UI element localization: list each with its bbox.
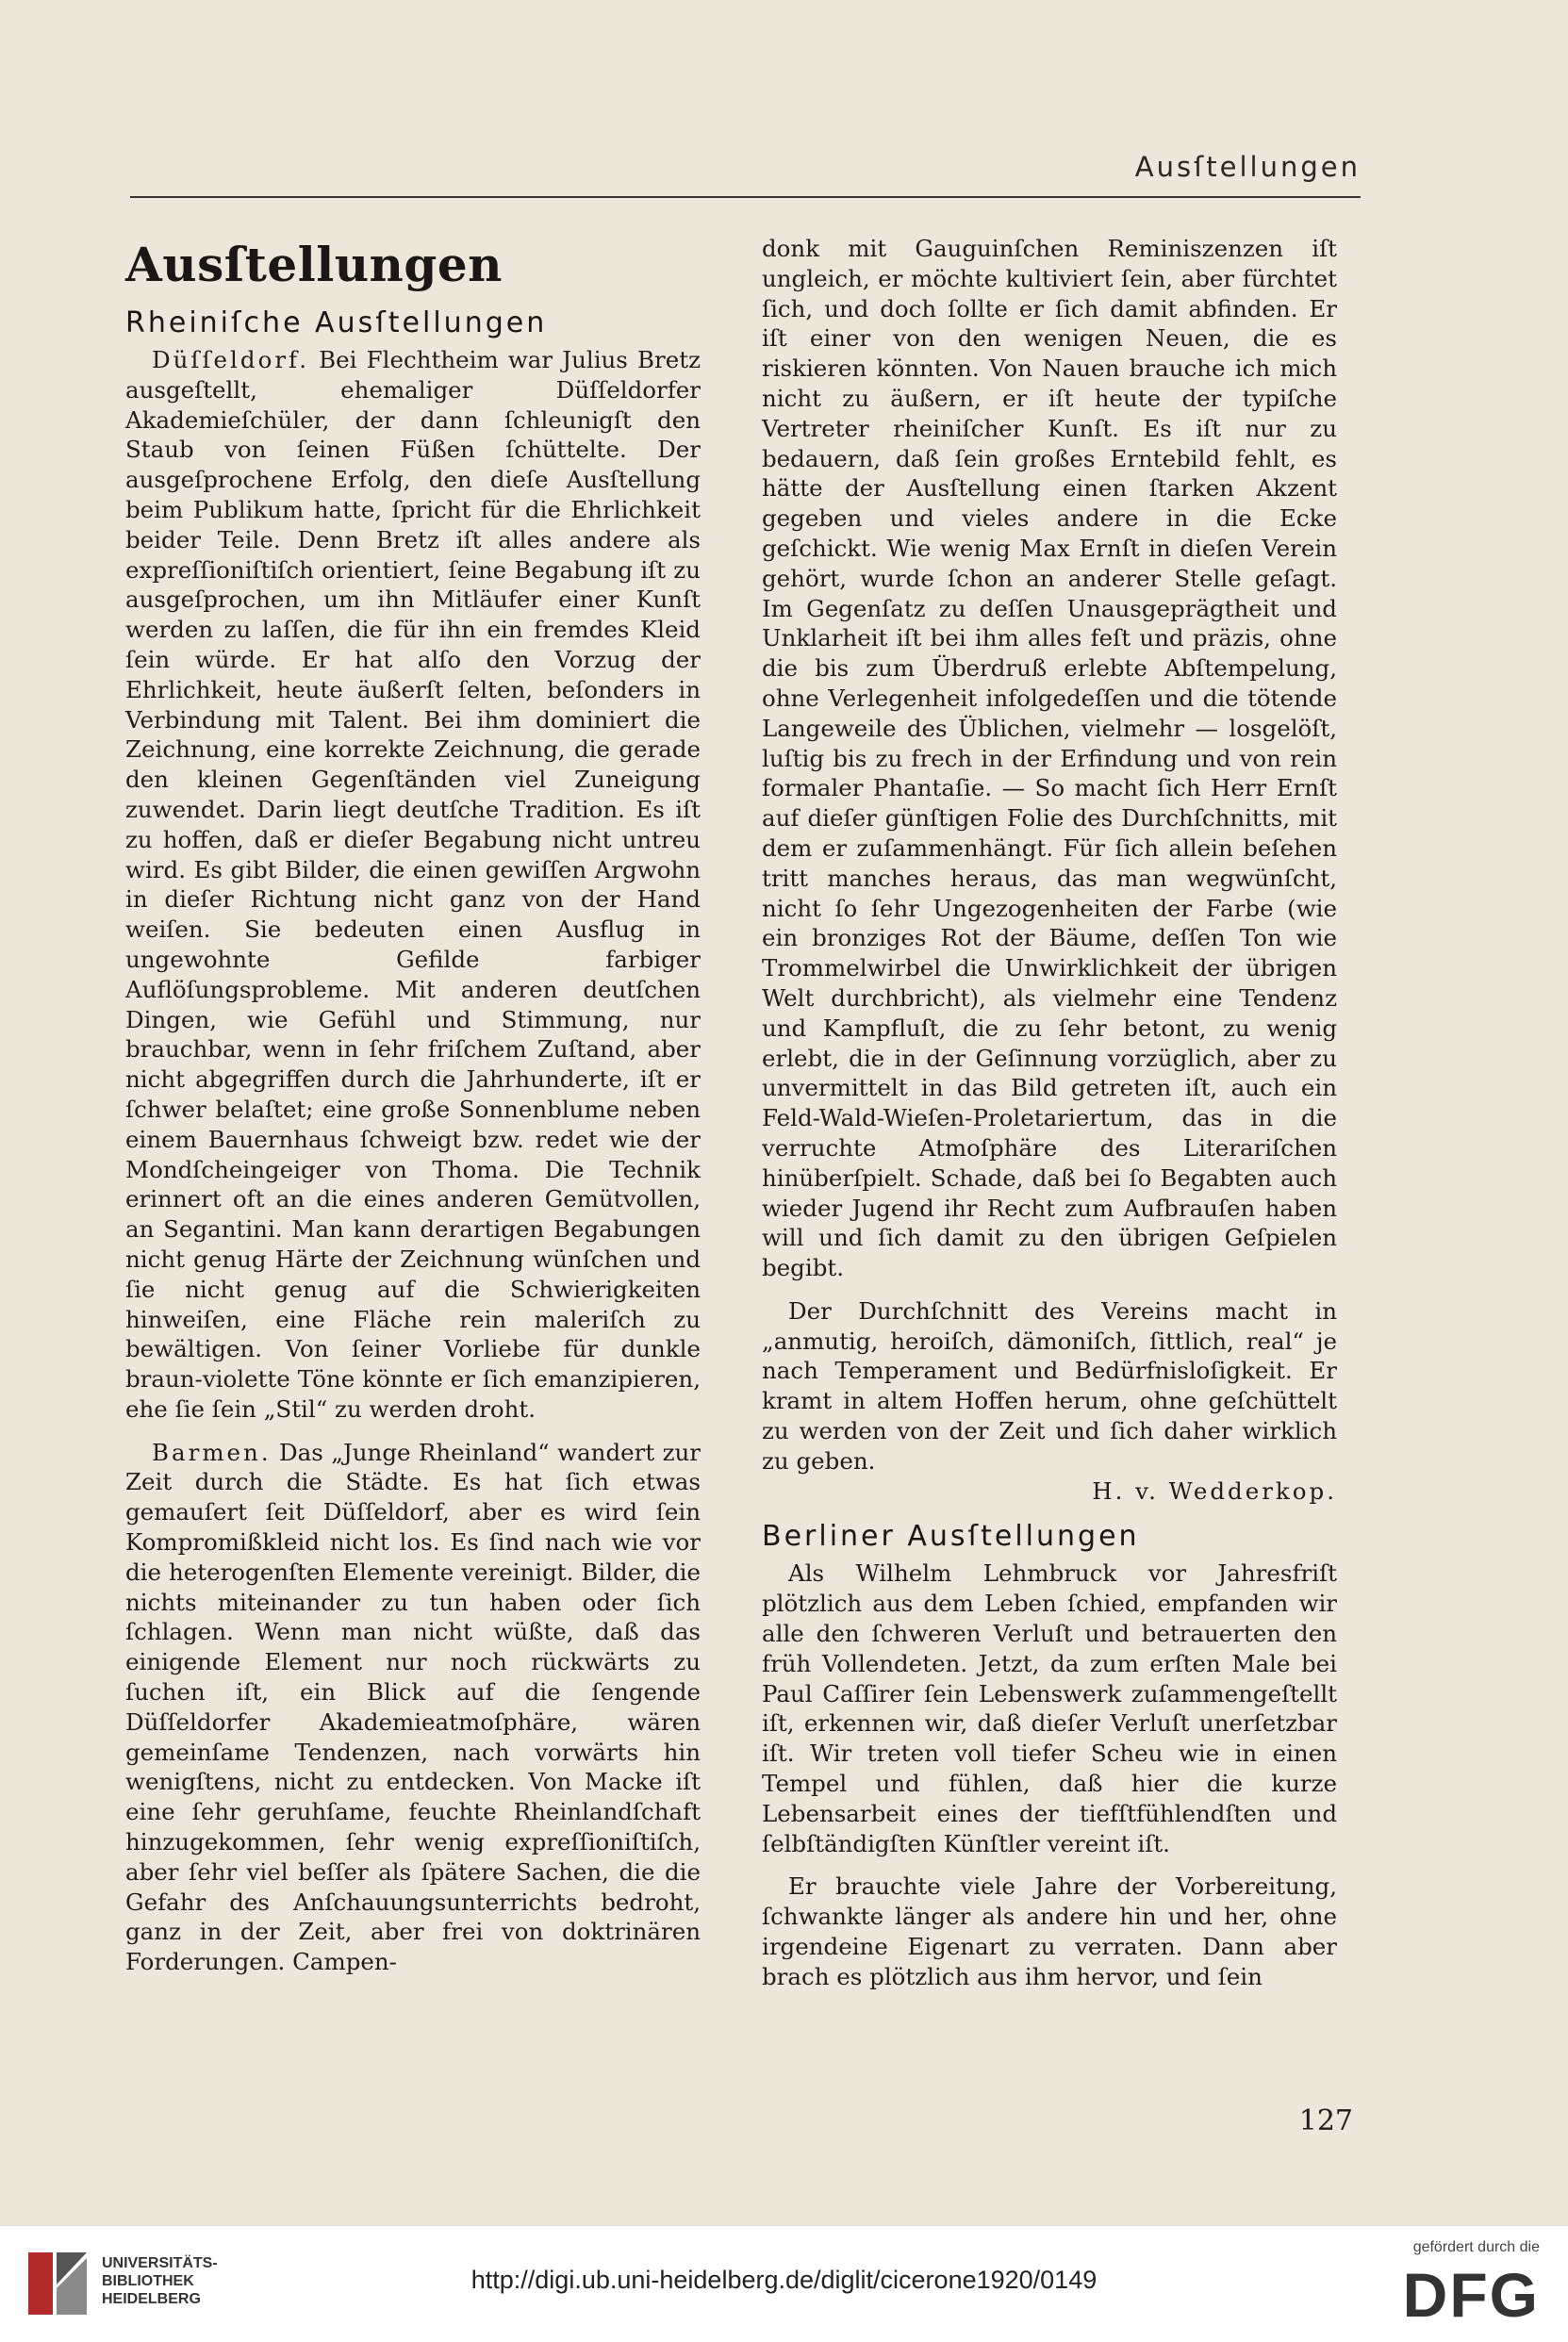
- paragraph-vorbereitung: Er brauchte viele Jahre der Vorbereitung, ſchwankte länger als andere hin und her, ohne irgendeine Eigenart zu verraten. Dann aber brach es plötzlich aus ihm hervor, und ſein: [762, 1872, 1337, 1990]
- paragraph-continued: donk mit Gauguinſchen Reminiszenzen iſt ungleich, er möchte kultiviert ſein, aber fürchtet ſich, und doch ſollte er ſich damit abfinden. Er iſt einer von den wenigen Neuen, die es riskieren könnten. Von Nauen brauche ich mich nicht zu äußern, er iſt heute der typiſche Vertreter rheiniſcher Kunſt. Es iſt nur zu bedauern, daß ſein großes Erntebild fehlt, es hätte der Ausſtellung einen ſtarken Akzent gegeben und vieles andere in die Ecke geſchickt. Wie wenig Max Ernſt in dieſen Verein gehört, wurde ſchon an anderer Stelle geſagt. Im Gegenſatz zu deſſen Unausgeprägtheit und Unklarheit iſt bei ihm alles feſt und präzis, ohne die bis zum Überdruß erlebte Abſtempelung, ohne Verlegenheit infolgedeſſen und die tötende Langeweile des Üblichen, vielmehr — losgelöſt, luſtig bis zu frech in der Erfindung und von rein formaler Phantaſie. — So macht ſich Herr Ernſt auf dieſer günſtigen Folie des Durchſchnitts, mit dem er zuſammenhängt. Für ſich allein beſehen tritt manches heraus, das man wegwünſcht, nicht ſo ſehr Ungezogenheiten der Farbe (wie ein bronziges Rot der Bäume, deſſen Ton wie Trommelwirbel die Unwirklichkeit der übrigen Welt durchbricht), als vielmehr eine Tendenz und Kampfluſt, die zu ſehr betont, zu wenig erlebt, die in der Geſinnung vorzüglich, aber zu unvermittelt in das Bild getreten iſt, auch ein Feld-Wald-Wieſen-Proletariertum, das in die verruchte Atmoſphäre des Literariſchen hinüberſpielt. Schade, daß bei ſo Begabten auch wieder Jugend ihr Recht zum Aufbrauſen haben will und ſich damit zu den übrigen Geſpielen begibt.: [762, 235, 1337, 1282]
- paragraph-text: Der Durchſchnitt des Vereins macht in „anmutig, heroiſch, dämoniſch, ſittlich, real“ je nach Temperament und Bedürfnisloſigkeit. Er kramt in altem Hoffen herum, ohne geſchüttelt zu werden von der Zeit und ſich daher wirklich zu geben.: [762, 1296, 1337, 1475]
- page-number: 127: [1298, 2104, 1353, 2137]
- place-duesseldorf: Düſſeldorf.: [152, 346, 310, 373]
- paragraph-durchschnitt: [762, 1296, 1337, 1507]
- library-name-line: HEIDELBERG: [102, 2291, 201, 2307]
- dfg-logo: DFG: [1402, 2260, 1540, 2330]
- article-title: Ausſtellungen: [125, 237, 503, 292]
- paragraph-text: Bei Flechtheim war Julius Bretz ausgeſtellt, ehemaliger Düſſeldorfer Akademieſchüler, der dann ſchleunigſt den Staub von ſeinen Füßen ſchüttelte. Der ausgeſprochene Erfolg, den dieſe Ausſtellung beim Publikum hatte, ſpricht für die Ehrlichkeit beider Teile. Denn Bretz iſt alles andere als expreſſioniſtiſch orientiert, ſeine Begabung iſt zu ausgeſprochen, um ihn Mitläufer einer Kunſt werden zu laſſen, die für ihn ein fremdes Kleid ſein würde. Er hat alſo den Vorzug der Ehrlichkeit, heute äußerſt ſelten, beſonders in Verbindung mit Talent. Bei ihm dominiert die Zeichnung, eine korrekte Zeichnung, die gerade den kleinen Gegenſtänden viel Zuneigung zuwendet. Darin liegt deutſche Tradition. Es iſt zu hoffen, daß er dieſer Begabung nicht untreu wird. Es gibt Bilder, die einen gewiſſen Argwohn in dieſer Richtung nicht ganz von der Hand weiſen. Sie bedeuten einen Ausflug in ungewohnte Gefilde farbiger Auflöſungsprobleme. Mit anderen deutſchen Dingen, wie Gefühl und Stimmung, nur brauchbar, wenn in ſehr friſchem Zuſtand, aber nicht abgegriffen durch die Jahrhunderte, iſt er ſchwer belaſtet; eine große Sonnenblume neben einem Bauernhaus ſchweigt bzw. redet wie der Mondſcheingeiger von Thoma. Die Technik erinnert oft an die eines anderen Gemütvollen, an Segantini. Man kann derartigen Begabungen nicht genug Härte der Zeichnung wünſchen und ſie nicht genug auf die Schwierigkeiten hinweiſen, eine Fläche rein maleriſch zu bewältigen. Von ſeiner Vorliebe für dunkle braun-violette Töne könnte er ſich emanzipieren, ehe ſie ſein „Stil“ zu werden droht.: [125, 346, 701, 1423]
- section-heading-rheinische: Rheiniſche Ausſtellungen: [125, 306, 548, 339]
- right-column: [762, 234, 1337, 2005]
- paragraph-barmen: [125, 1438, 701, 1977]
- author-signature: H. v. Wedderkop.: [1092, 1476, 1337, 1505]
- running-head: Ausſtellungen: [1134, 151, 1361, 183]
- paragraph-lehmbruck: Als Wilhelm Lehmbruck vor Jahresfriſt plötzlich aus dem Leben ſchied, empfanden wir alle den ſchweren Verluſt und betrauerten den früh Vollendeten. Jetzt, da zum erſten Male bei Paul Caſſirer ſein Lebenswerk zuſammengeſtellt iſt, erkennen wir, daß dieſer Verluſt unerſetzbar iſt. Wir treten voll tiefer Scheu wie in einen Tempel und fühlen, daß hier die kurze Lebensarbeit eines der tiefſtfühlendſten und ſelbſtändigſten Künſtler vereint iſt.: [762, 1559, 1337, 1857]
- header-rule: [130, 196, 1361, 198]
- left-column: [125, 234, 701, 1990]
- footer-bar: [0, 2225, 1568, 2342]
- source-url-link[interactable]: http://digi.ub.uni-heidelberg.de/diglit/cicerone1920/0149: [470, 2266, 1098, 2294]
- library-name-line: BIBLIOTHEK: [102, 2273, 194, 2289]
- paragraph-duesseldorf: [125, 345, 701, 1425]
- funding-label: gefördert durch die: [1412, 2239, 1540, 2255]
- place-barmen: Barmen.: [152, 1438, 272, 1466]
- library-name-line: UNIVERSITÄTS-: [102, 2255, 218, 2271]
- paragraph-text: Das „Junge Rheinland“ wandert zur Zeit durch die Städte. Es hat ſich etwas gemauſert ſeit Düſſeldorf, aber es wird ſein Kompromißkleid nicht los. Es ſind nach wie vor die heterogenſten Elemente vereinigt. Bilder, die nichts miteinander zu tun haben oder ſich ſchlagen. Wenn man nicht wüßte, daß das einigende Element nur noch rückwärts zu ſuchen iſt, ein Blick auf die ſengende Düſſeldorfer Akademieatmoſphäre, wären gemeinſame Tendenzen, nach vorwärts hin wenigſtens, nicht zu entdecken. Von Macke iſt eine ſehr geruhſame, feuchte Rheinlandſchaft hinzugekommen, ſehr wenig expreſſioniſtiſch, aber ſehr viel beſſer als ſpätere Sachen, die die Gefahr des Anſchauungsunterrichts bedroht, ganz in der Zeit, aber frei von doktrinären Forderungen. Campen-: [125, 1438, 701, 1976]
- section-heading-berliner: Berliner Ausſtellungen: [762, 1520, 1140, 1554]
